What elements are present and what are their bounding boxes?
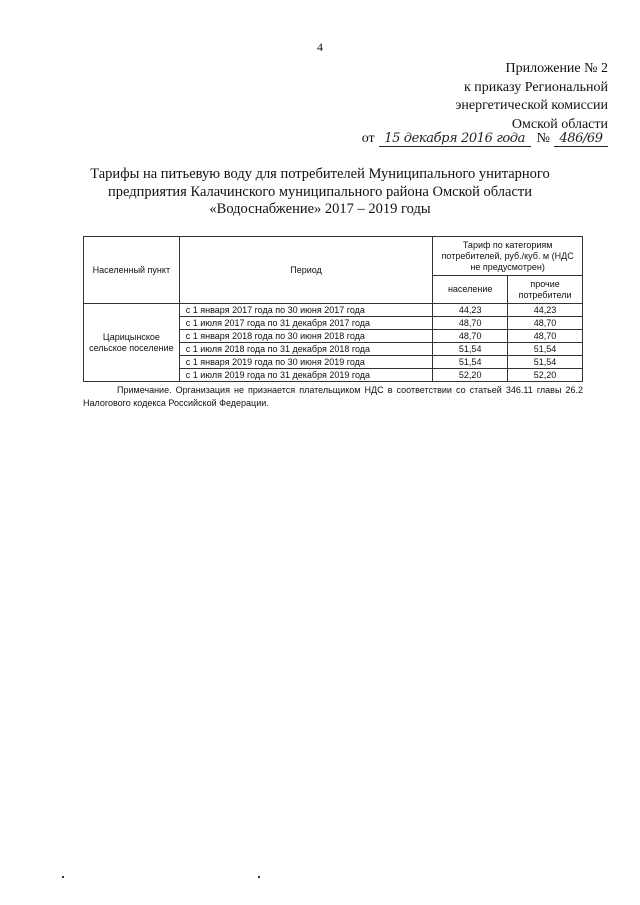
header-period: Период xyxy=(179,237,433,304)
settlement-cell: Царицынское сельское поселение xyxy=(84,304,180,382)
population-tariff-cell: 48,70 xyxy=(433,317,508,330)
title-line-3: «Водоснабжение» 2017 – 2019 годы xyxy=(209,201,431,217)
period-cell: с 1 января 2018 года по 30 июня 2018 года xyxy=(179,330,433,343)
handwritten-number: 486/69 xyxy=(554,131,608,147)
appendix-commission: энергетической комиссии xyxy=(455,98,608,113)
population-tariff-cell: 51,54 xyxy=(433,343,508,356)
header-tariff-group: Тариф по категориям потребителей, руб./куб. м (НДС не предусмотрен) xyxy=(433,237,583,276)
header-population: население xyxy=(433,276,508,304)
header-other-consumers: прочие потребители xyxy=(508,276,583,304)
other-tariff-cell: 51,54 xyxy=(508,356,583,369)
document-title xyxy=(40,166,600,219)
scan-mark-left xyxy=(62,876,64,878)
scan-mark-center xyxy=(258,876,260,878)
date-prefix: от xyxy=(361,131,375,146)
appendix-header xyxy=(455,60,608,134)
appendix-title: Приложение № 2 xyxy=(505,61,608,76)
population-tariff-cell: 44,23 xyxy=(433,304,508,317)
population-tariff-cell: 52,20 xyxy=(433,369,508,382)
title-line-1: Тарифы на питьевую воду для потребителей Муниципального унитарного xyxy=(90,166,550,182)
population-tariff-cell: 48,70 xyxy=(433,330,508,343)
period-cell: с 1 января 2019 года по 30 июня 2019 года xyxy=(179,356,433,369)
other-tariff-cell: 52,20 xyxy=(508,369,583,382)
period-cell: с 1 июля 2017 года по 31 декабря 2017 года xyxy=(179,317,433,330)
period-cell: с 1 июля 2019 года по 31 декабря 2019 года xyxy=(179,369,433,382)
number-prefix: № xyxy=(536,131,550,146)
other-tariff-cell: 51,54 xyxy=(508,343,583,356)
title-line-2: предприятия Калачинского муниципального района Омской области xyxy=(108,183,532,200)
period-cell: с 1 января 2017 года по 30 июня 2017 года xyxy=(179,304,433,317)
table-row xyxy=(84,304,583,317)
handwritten-date: 15 декабря 2016 года xyxy=(379,131,531,147)
header-settlement: Населенный пункт xyxy=(84,237,180,304)
order-date-line xyxy=(362,131,608,147)
page-number: 4 xyxy=(317,40,323,54)
tariff-table xyxy=(83,236,583,382)
appendix-order-ref: к приказу Региональной xyxy=(463,79,608,95)
other-tariff-cell: 48,70 xyxy=(508,330,583,343)
table-note: Примечание. Организация не признается плательщиком НДС в соответствии со статьей 346.11 главы 26.2 Налогового кодекса Российской Федерации. xyxy=(83,385,583,408)
population-tariff-cell: 51,54 xyxy=(433,356,508,369)
appendix-region: Омской области xyxy=(511,116,608,132)
other-tariff-cell: 44,23 xyxy=(508,304,583,317)
period-cell: с 1 июля 2018 года по 31 декабря 2018 года xyxy=(179,343,433,356)
other-tariff-cell: 48,70 xyxy=(508,317,583,330)
